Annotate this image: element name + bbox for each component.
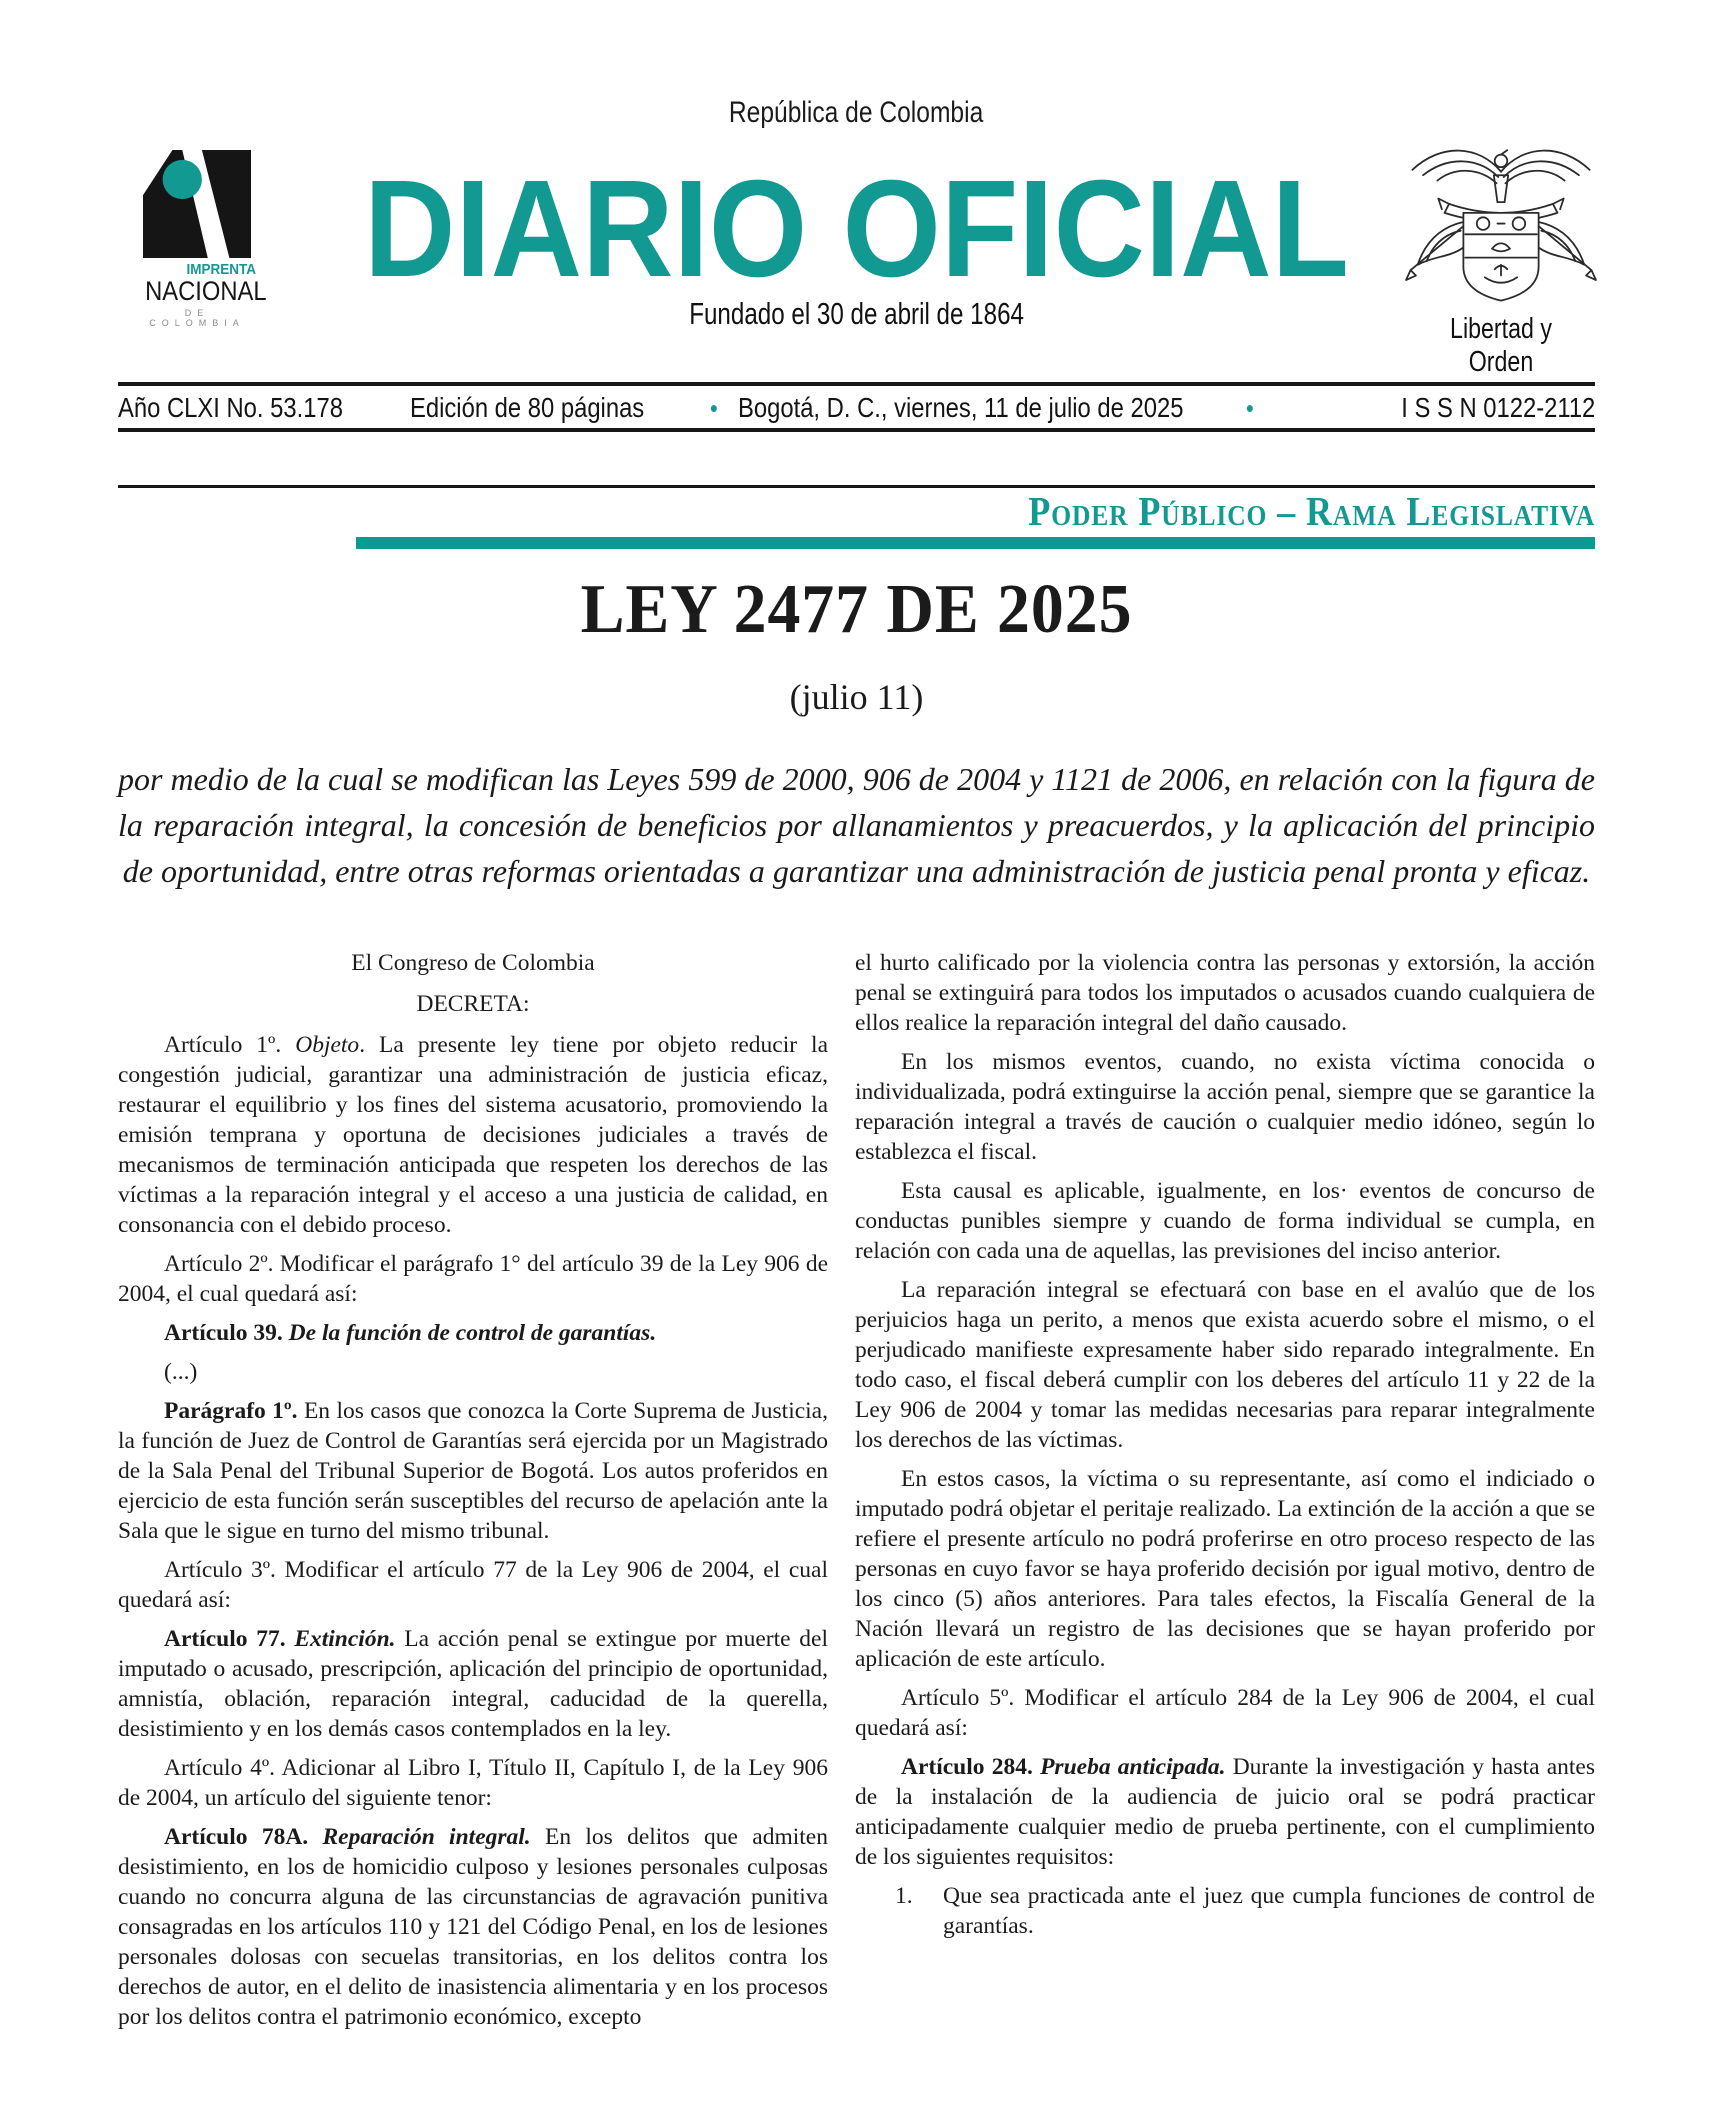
colombia-coat-of-arms-icon (1398, 134, 1604, 306)
imprenta-nacional-logo (138, 150, 267, 328)
paragraph: Artículo 2º. Modificar el parágrafo 1° del artículo 39 de la Ley 906 de 2004, el cual quedará así: (118, 1251, 828, 1307)
paragraph: Artículo 78A. Reparación integral. En los delitos que admiten desistimiento, en los de homicidio culposo y lesiones personales culposas cuando no concurra alguna de las circunstancias de agravación punitiva consagradas en los artículos 110 y 121 del Código Penal, en los de lesiones personales dolosas con secuelas transitorias, en los delitos contra los derechos de autor, en el delito de inasistencia alimentaria y en los procesos por los delitos contra el patrimonio económico, excepto (118, 1824, 828, 2030)
divider-top (118, 382, 1595, 386)
logo-imprenta-label: IMPRENTA (186, 261, 256, 278)
masthead-title-text: DIARIO OFICIAL (364, 172, 1349, 284)
law-title: LEY 2477 DE 2025 (580, 571, 1133, 648)
paragraph: En estos casos, la víctima o su representante, así como el indiciado o imputado podrá objetar el peritaje realizado. La extinción de la acción a que se refiere el presente artículo no podrá proferirse en otro proceso respecto de las personas en cuyo favor se haya proferido decisión por igual motivo, dentro de los cinco (5) años anteriores. Para tales efectos, la Fiscalía General de la Nación llevará un registro de las decisiones que se hayan proferido por aplicación de este artículo. (855, 1466, 1595, 1672)
section-underline-bar (356, 537, 1595, 549)
founded-line-text: Fundado el 30 de abril de 1864 (689, 296, 1025, 331)
paragraph: DECRETA: (416, 991, 530, 1017)
divider-bottom (118, 428, 1595, 432)
paragraph: (...) (164, 1359, 198, 1385)
law-heading (118, 571, 1595, 894)
paragraph: La reparación integral se efectuará con base en el avalúo que de los perjuicios haga un perito, a menos que exista acuerdo sobre el mismo, o el perjudicado manifieste expresamente haber sido reparado integralmente. En todo caso, el fiscal deberá cumplir con los deberes del artículo 11 y 22 de la Ley 906 de 2004 y tomar las medidas necesarias para reparar integralmente los derechos de las víctimas. (855, 1277, 1595, 1453)
separator-bullet-icon: • (710, 393, 718, 423)
paragraph: Artículo 77. Extinción. La acción penal se extingue por muerte del imputado o acusado, prescripción, aplicación del principio de oportunidad, amnistía, oblación, reparación integral, caducidad de la querella, desistimiento y en los demás casos contemplados en la ley. (118, 1626, 828, 1742)
list-item: 1. Que sea practicada ante el juez que cumpla funciones de control de garantías. (895, 1883, 1595, 1939)
infobar-issn: I S S N 0122-2112 (1400, 392, 1595, 423)
law-summary: por medio de la cual se modifican las Leyes 599 de 2000, 906 de 2004 y 1121 de 2006, en relación con la figura de la reparación integral, la concesión de beneficios por allanamientos y preacuerdos, y la aplicación del principio de oportunidad, entre otras reformas orientadas a garantizar una administración de justicia penal pronta y eficaz. (118, 761, 1595, 889)
paragraph: Artículo 284. Prueba anticipada. Durante la investigación y hasta antes de la instalación de la audiencia de juicio oral se podrá practicar anticipadamente cualquier medio de prueba pertinente, con el cumplimiento de los siguientes requisitos: (855, 1754, 1595, 1870)
crest-caption-text: Libertad y Orden (1450, 313, 1552, 378)
paragraph: Artículo 4º. Adicionar al Libro I, Título II, Capítulo I, de la Ley 906 de 2004, un artículo del siguiente tenor: (118, 1755, 828, 1811)
founded-line (362, 296, 1352, 332)
infobar-place-date: Bogotá, D. C., viernes, 11 de julio de 2025 (738, 392, 1184, 423)
country-line-text: República de Colombia (729, 96, 984, 129)
logo-de-colombia-label: DE COLOMBIA (149, 308, 245, 328)
paragraph: Artículo 3º. Modificar el artículo 77 de la Ley 906 de 2004, el cual quedará así: (118, 1557, 828, 1613)
column-left (118, 948, 828, 2041)
paragraph: En los mismos eventos, cuando, no exista víctima conocida o individualizada, podrá extinguirse la acción penal, siempre que se garantice la reparación integral a través de caución o cualquier medio idóneo, según lo establezca el fiscal. (855, 1049, 1595, 1165)
paragraph: Artículo 39. De la función de control de garantías. (164, 1320, 657, 1346)
masthead (362, 172, 1352, 332)
section-header (118, 488, 1595, 534)
body-columns (118, 948, 1595, 2041)
paragraph: Artículo 5º. Modificar el artículo 284 de la Ley 906 de 2004, el cual quedará así: (855, 1685, 1595, 1741)
country-line (0, 96, 1713, 130)
law-date-line: (julio 11) (789, 677, 924, 717)
paragraph: Esta causal es aplicable, igualmente, en los· eventos de concurso de conductas punibles siempre y cuando de forma individual se cumpla, en relación con cada una de aquellas, las previsiones del inciso anterior. (855, 1178, 1595, 1264)
infobar-edition: Edición de 80 páginas (410, 392, 645, 423)
paragraph: Parágrafo 1º. En los casos que conozca la Corte Suprema de Justicia, la función de Juez de Control de Garantías será ejercida por un Magistrado de la Sala Penal del Tribunal Superior de Bogotá. Los autos proferidos en ejercicio de esta función serán susceptibles del recurso de apelación ante la Sala que le sigue en turno del mismo tribunal. (118, 1398, 828, 1544)
paragraph: el hurto calificado por la violencia contra las personas y extorsión, la acción penal se extinguirá para todos los imputados o acusados cuando cualquiera de ellos realice la reparación integral del daño causado. (855, 950, 1595, 1036)
paragraph: El Congreso de Colombia (351, 950, 595, 976)
section-header-label: Poder Público – Rama Legislativa (1028, 488, 1595, 534)
infobar-year-number: Año CLXI No. 53.178 (118, 392, 343, 423)
separator-bullet-icon: • (1246, 393, 1254, 423)
infobar (118, 391, 1595, 425)
crest-block (1396, 134, 1606, 379)
masthead-title (362, 172, 1352, 284)
imprenta-logo-icon (143, 150, 251, 258)
logo-nacional-label: NACIONAL (145, 276, 267, 306)
crest-caption (1396, 313, 1606, 379)
column-right (855, 948, 1595, 2041)
list-number: 1. (895, 1883, 913, 1909)
paragraph: Artículo 1º. Objeto. La presente ley tiene por objeto reducir la congestión judicial, garantizar una administración de justicia eficaz, restaurar el equilibrio y los fines del sistema acusatorio, promoviendo la emisión temprana y oportuna de decisiones judiciales a través de mecanismos de terminación anticipada que respeten los derechos de las víctimas a la reparación integral y el acceso a una justicia de calidad, en consonancia con el debido proceso. (118, 1032, 828, 1238)
